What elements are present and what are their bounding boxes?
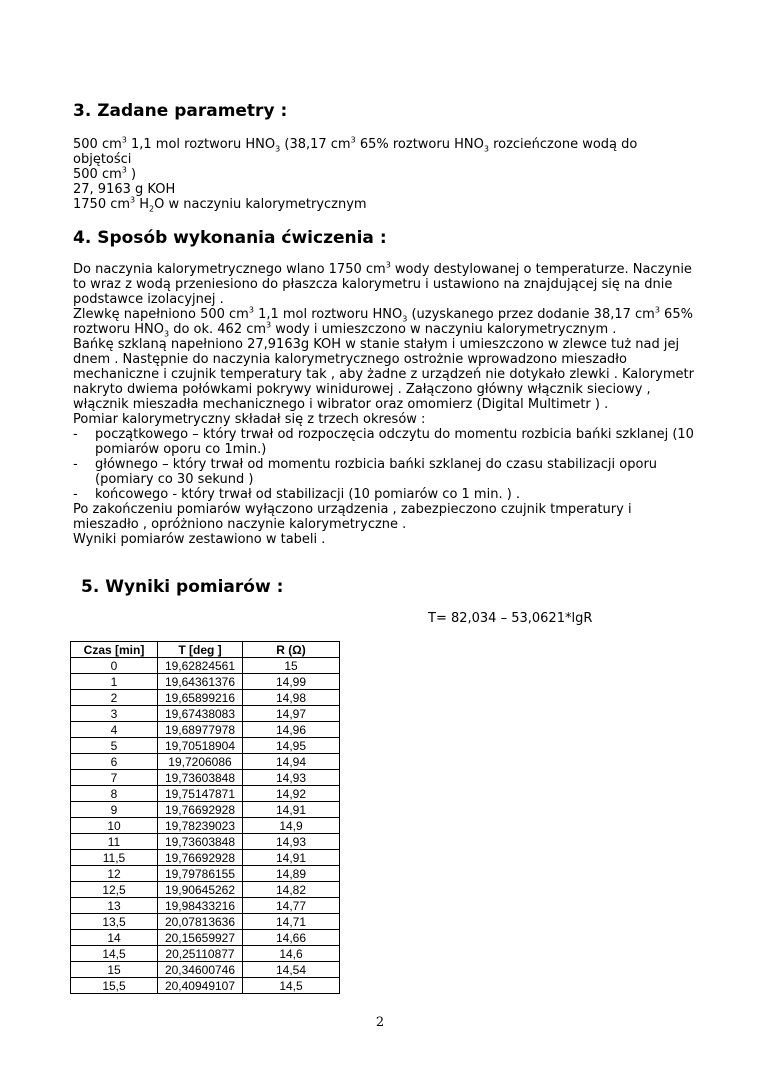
cell-temperature: 19,73603848 [158, 770, 243, 786]
cell-temperature: 19,67438083 [158, 706, 243, 722]
cell-time: 14,5 [71, 946, 158, 962]
table-row [71, 754, 340, 770]
cell-temperature: 19,90645262 [158, 882, 243, 898]
cell-resistance: 14,96 [243, 722, 340, 738]
table-row [71, 738, 340, 754]
cell-time: 15 [71, 962, 158, 978]
cell-time: 11,5 [71, 850, 158, 866]
cell-temperature: 20,25110877 [158, 946, 243, 962]
cell-time: 1 [71, 674, 158, 690]
list-item: - głównego – który trwał od momentu rozbicia bańki szklanej do czasu stabilizacji oporu (pomiary co 30 sekund ) [73, 457, 658, 487]
cell-resistance: 15 [243, 658, 340, 674]
table-row [71, 674, 340, 690]
cell-time: 2 [71, 690, 158, 706]
cell-temperature: 19,73603848 [158, 834, 243, 850]
cell-temperature: 19,76692928 [158, 802, 243, 818]
cell-temperature: 19,98433216 [158, 898, 243, 914]
cell-temperature: 19,64361376 [158, 674, 243, 690]
cell-time: 11 [71, 834, 158, 850]
column-header-time: Czas [min] [71, 642, 158, 658]
column-header-resistance: R (Ω) [243, 642, 340, 658]
cell-temperature: 20,34600746 [158, 962, 243, 978]
table-row [71, 882, 340, 898]
cell-resistance: 14,71 [243, 914, 340, 930]
cell-time: 15,5 [71, 978, 158, 994]
calibration-formula: T= 82,034 – 53,0621*lgR [428, 611, 593, 626]
table-row [71, 898, 340, 914]
cell-resistance: 14,93 [243, 834, 340, 850]
cell-time: 13 [71, 898, 158, 914]
cell-time: 3 [71, 706, 158, 722]
cell-temperature: 19,7206086 [158, 754, 243, 770]
parameter-volume: 500 $cm^3$ ) [73, 165, 137, 182]
cell-temperature: 19,62824561 [158, 658, 243, 674]
cell-time: 12,5 [71, 882, 158, 898]
table-row [71, 658, 340, 674]
table-row [71, 978, 340, 994]
cell-time: 13,5 [71, 914, 158, 930]
results-table [70, 641, 340, 994]
table-row [71, 706, 340, 722]
cell-time: 0 [71, 658, 158, 674]
cell-resistance: 14,89 [243, 866, 340, 882]
table-row [71, 930, 340, 946]
cell-resistance: 14,93 [243, 770, 340, 786]
section-3-heading: 3. Zadane parametry : [73, 101, 288, 121]
cell-temperature: 19,78239023 [158, 818, 243, 834]
cell-temperature: 19,75147871 [158, 786, 243, 802]
table-row [71, 834, 340, 850]
cell-time: 14 [71, 930, 158, 946]
cell-resistance: 14,97 [243, 706, 340, 722]
parameter-water: 1750 $cm^3$ $H_2O$ w naczyniu kalorymetrycznym [73, 195, 367, 214]
cell-temperature: 20,07813636 [158, 914, 243, 930]
table-row [71, 818, 340, 834]
table-row [71, 802, 340, 818]
list-item: - końcowego - który trwał od stabilizacji (10 pomiarów co 1 min. ) . [73, 487, 521, 502]
table-row [71, 866, 340, 882]
cell-temperature: 19,76692928 [158, 850, 243, 866]
cell-resistance: 14,54 [243, 962, 340, 978]
table-row [71, 770, 340, 786]
cell-resistance: 14,92 [243, 786, 340, 802]
table-row [71, 850, 340, 866]
cell-resistance: 14,77 [243, 898, 340, 914]
table-row [71, 962, 340, 978]
cell-resistance: 14,98 [243, 690, 340, 706]
table-row [71, 786, 340, 802]
section-4-heading: 4. Sposób wykonania ćwiczenia : [73, 228, 387, 248]
cell-resistance: 14,91 [243, 802, 340, 818]
cell-resistance: 14,82 [243, 882, 340, 898]
cell-resistance: 14,95 [243, 738, 340, 754]
cell-resistance: 14,5 [243, 978, 340, 994]
cell-temperature: 19,70518904 [158, 738, 243, 754]
cell-time: 12 [71, 866, 158, 882]
cell-temperature: 19,65899216 [158, 690, 243, 706]
cell-temperature: 20,40949107 [158, 978, 243, 994]
cell-temperature: 19,79786155 [158, 866, 243, 882]
cell-time: 7 [71, 770, 158, 786]
cell-time: 9 [71, 802, 158, 818]
table-header-row [71, 642, 340, 658]
cell-time: 4 [71, 722, 158, 738]
cell-resistance: 14,9 [243, 818, 340, 834]
cell-resistance: 14,66 [243, 930, 340, 946]
list-item: - początkowego – który trwał od rozpoczęcia odczytu do momentu rozbicia bańki szklanej (10 pomiarów oporu co 1min.) [73, 427, 694, 457]
parameter-koh: 27, 9163 g KOH [73, 182, 176, 197]
table-row [71, 722, 340, 738]
section-4-procedure: Do naczynia kalorymetrycznego wlano 1750 $cm^3$ wody destylowanej o temperaturze. Naczynie to wraz z wodą przeniesiono do płaszcza kalorymetru i ustawiono na znajdującej się na dnie podstawce izolacyjnej . Zlewkę napełniono 500 $cm^3$ 1,1 mol roztworu $HNO_3$ (uzyskanego przez dodanie 38,17 $cm^3$ 65% roztworu $HNO_3$ do ok. 462 $cm^3$ wody i umieszczono w naczyniu kalorymetrycznym . Bańkę szklaną napełniono 27,9163g KOH w stanie stałym i umieszczono w zlewce tuż nad jej dnem . Następnie do naczynia kalorymetrycznego ostrożnie wprowadzono mieszadło mechaniczne i czujnik temperatury tak , aby żadne z urządzeń nie dotykało zlewki . Kalorymetr nakryto dwiema połówkami pokrywy winidurowej . Załączono główny włącznik sieciowy , włącznik mieszadła mechanicznego i wibrator oraz omomierz (Digital Multimetr ) . Pomiar kalorymetryczny składał się z trzech okresów : - początkowego – który trwał od rozpoczęcia odczytu do momentu rozbicia bańki szklanej (10 pomiarów oporu co 1min.) - głównego – który trwał od momentu rozbicia bańki szklanej do czasu stabilizacji oporu (pomiary co 30 sekund ) - końcowego - który trwał od stabilizacji (10 pomiarów co 1 min. ) . Po zakończeniu pomiarów wyłączono urządzenia , zabezpieczono czujnik tmperatury i mieszadło , opróżniono naczynie kalorymetryczne . Wyniki pomiarów zestawiono w tabeli . [73, 262, 698, 547]
cell-resistance: 14,91 [243, 850, 340, 866]
cell-temperature: 20,15659927 [158, 930, 243, 946]
parameter-hno3-solution: 500 $cm^3$ 1,1 mol roztworu $HNO_3$ (38,17 $cm^3$ 65% roztworu $HNO_3$ rozcieńczone wodą do objętości [73, 135, 638, 167]
table-row [71, 946, 340, 962]
section-3-parameters [73, 137, 698, 212]
cell-time: 5 [71, 738, 158, 754]
cell-temperature: 19,68977978 [158, 722, 243, 738]
cell-time: 10 [71, 818, 158, 834]
table-row [71, 914, 340, 930]
cell-resistance: 14,94 [243, 754, 340, 770]
cell-resistance: 14,99 [243, 674, 340, 690]
table-row [71, 690, 340, 706]
cell-time: 6 [71, 754, 158, 770]
page-number: 2 [375, 1015, 385, 1030]
column-header-temperature: T [deg ] [158, 642, 243, 658]
cell-time: 8 [71, 786, 158, 802]
cell-resistance: 14,6 [243, 946, 340, 962]
section-5-heading: 5. Wyniki pomiarów : [81, 577, 284, 597]
